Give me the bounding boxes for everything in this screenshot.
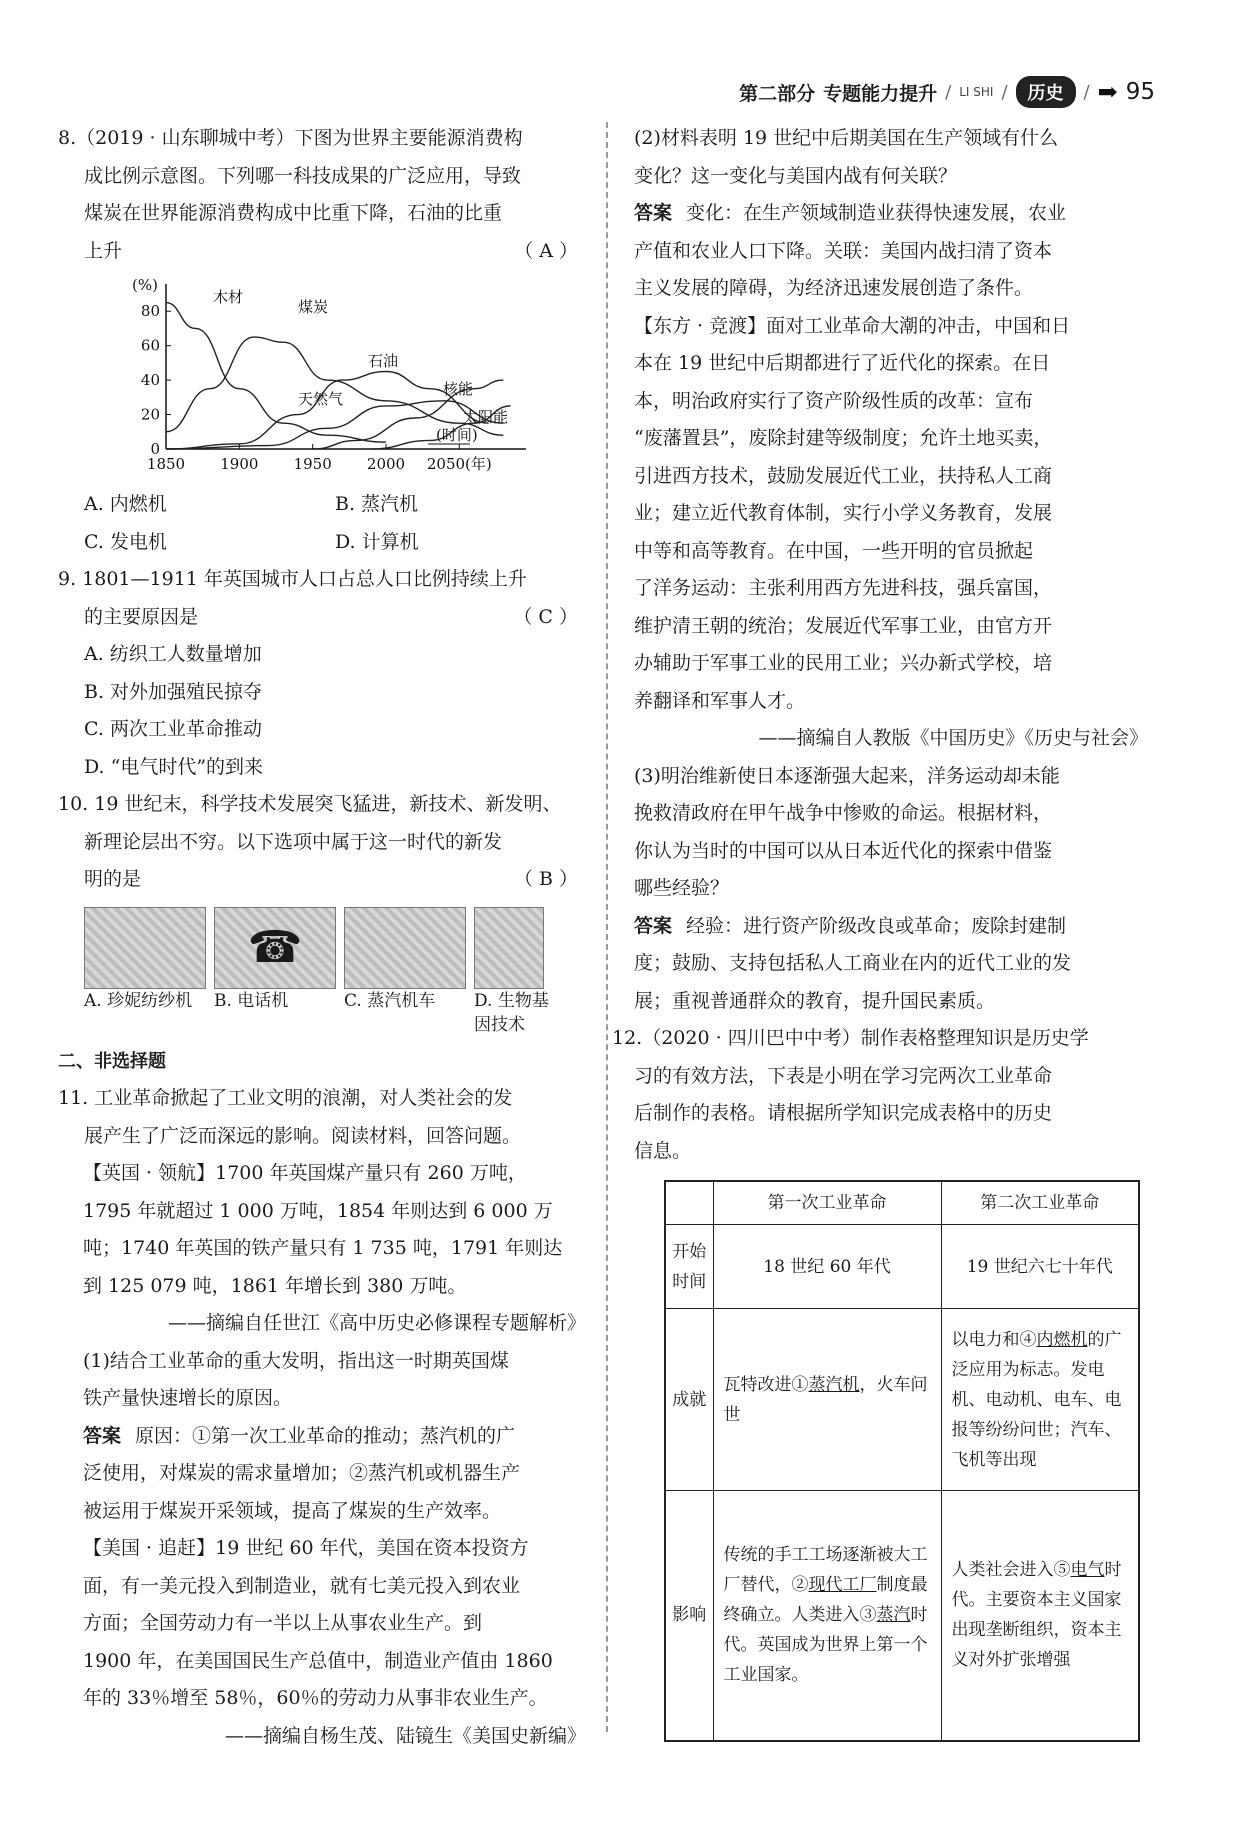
cell-text: 制度最终确立。人类进入③ (723, 1575, 928, 1626)
header-part: 第二部分 (739, 82, 816, 105)
series-line-木材 (166, 303, 386, 443)
q8-stem-line: 上升 (84, 239, 123, 262)
q11-subq3-line: 挽救清政府在甲午战争中惨败的命运。根据材料， (634, 802, 1053, 824)
q11-answer1-line: 被运用于煤炭开采领域，提高了煤炭的生产效率。 (83, 1499, 502, 1522)
q11-answer1-line: 泛使用，对煤炭的需求量增加；②蒸汽机或机器生产 (83, 1462, 521, 1484)
cell-text: 时代。主要资本主义国家出现垄断组织，资本主义对外扩张增强 (951, 1560, 1122, 1671)
series-label: 煤炭 (298, 298, 329, 316)
q9-stem-line: 的主要原因是 (84, 605, 199, 628)
q11-material3-line: 【东方 · 竞渡】面对工业革命大潮的冲击，中国和日 (634, 314, 1071, 337)
q11-material2-line: 1900 年，在美国国民生产总值中，制造业产值由 1860 (83, 1649, 553, 1672)
question-8 (58, 120, 586, 561)
header-subject-badge: 历史 (1016, 76, 1076, 108)
q11-subq1-line: (1)结合工业革命的重大发明，指出这一时期英国煤 (83, 1349, 509, 1372)
table-cell (941, 1491, 1139, 1741)
q11-subq3-line: 你认为当时的中国可以从日本近代化的探索中借鉴 (634, 839, 1053, 862)
q11-material3-line: “废藩置县”，废除封建等级制度；允许土地买卖， (634, 427, 1053, 449)
q11-material3-line: 本，明治政府实行了资产阶级性质的改革：宣布 (634, 389, 1034, 412)
blank-answer-2: 现代工厂 (808, 1575, 877, 1596)
chart-annotation: (时间) (436, 426, 478, 444)
cell-text: 传统的手工工场逐渐被大工厂替代，② (723, 1545, 928, 1596)
header-slash: / (1083, 81, 1090, 103)
q12-stem-line: 信息。 (634, 1139, 692, 1162)
steam-locomotive-image (344, 907, 466, 989)
q12-stem-line: 12.（2020 · 四川巴中中考）制作表格整理知识是历史学 (612, 1027, 1089, 1049)
q11-material3-line: 了洋务运动：主张利用西方先进科技，强兵富国， (634, 577, 1053, 599)
y-tick-label: 80 (140, 302, 160, 321)
q10-stem-line: 新理论层出不穷。以下选项中属于这一时代的新发 (84, 830, 503, 853)
q8-option-d: D. 计算机 (335, 530, 419, 553)
q11-material3-line: 养翻译和军事人才。 (634, 689, 806, 712)
right-column (612, 120, 1148, 1742)
series-label: 天然气 (298, 390, 344, 408)
x-tick-label: 1850 (146, 455, 186, 473)
cell-text: 的广泛应用为标志。发电机、电动机、电车、电报等纷纷问世；汽车、飞机等出现 (951, 1329, 1122, 1470)
x-tick-label: 2050(年) (426, 455, 492, 473)
x-tick-label: 1950 (293, 455, 332, 473)
q11-material2-line: 年的 33％增至 58％，60％的劳动力从事非农业生产。 (83, 1687, 548, 1709)
q11-material1-line: 【英国 · 领航】1700 年英国煤产量只有 260 万吨， (83, 1162, 527, 1184)
table-cell (713, 1309, 941, 1491)
arrow-right-icon: ➡ (1097, 78, 1118, 106)
answer-tag: 答案 (634, 914, 673, 937)
table-cell: 19 世纪六七十年代 (941, 1225, 1139, 1309)
q11-material1-line: 1795 年就超过 1 000 万吨，1854 年则达到 6 000 万 (83, 1199, 553, 1222)
question-11 (58, 1080, 586, 1755)
q11-material3-line: 引进西方技术，鼓励发展近代工业，扶持私人工商 (634, 464, 1053, 487)
q8-option-a: A. 内燃机 (84, 493, 167, 515)
blank-answer-5: 电气 (1070, 1560, 1105, 1581)
table-cell (713, 1491, 941, 1741)
q11-subq1-line: 铁产量快速增长的原因。 (83, 1387, 293, 1409)
q9-stem-line: 9. 1801—1911 年英国城市人口占总人口比例持续上升 (58, 568, 527, 590)
section-heading: 二、非选择题 (58, 1050, 166, 1072)
q9-option-c: C. 两次工业革命推动 (84, 718, 262, 740)
q11-answer1-line: 原因：①第一次工业革命的推动；蒸汽机的广 (135, 1424, 516, 1447)
q11-subq2-line: 变化？这一变化与美国内战有何关联？ (634, 164, 958, 187)
y-axis-unit: (%) (132, 276, 158, 294)
cell-text: ，火车问世 (723, 1374, 928, 1425)
x-tick-label: 1900 (220, 455, 259, 473)
q10-stem-line: 10. 19 世纪末，科学技术发展突飞猛进，新技术、新发明、 (58, 793, 562, 815)
q11-material2-line: 方面；全国劳动力有一半以上从事农业生产。到 (83, 1612, 483, 1634)
q10-caption-b: B. 电话机 (214, 990, 289, 1011)
q10-caption-row (84, 989, 586, 1037)
q11-subq3-line: 哪些经验？ (634, 877, 730, 899)
q11-material1-line: 到 125 079 吨，1861 年增长到 380 万吨。 (83, 1274, 467, 1297)
y-tick-label: 0 (150, 440, 160, 458)
page-number: 95 (1125, 79, 1155, 105)
blank-answer-1: 蒸汽机 (808, 1374, 860, 1395)
q10-stem-line: 明的是 (84, 868, 142, 890)
q12-stem-line: 后制作的表格。请根据所学知识完成表格中的历史 (634, 1102, 1053, 1124)
table-header-col1: 第一次工业革命 (713, 1181, 941, 1225)
blank-answer-3: 蒸汽 (876, 1605, 911, 1626)
table-row (665, 1491, 1139, 1741)
y-tick-label: 40 (140, 371, 160, 390)
table-row (665, 1309, 1139, 1491)
telephone-image (214, 907, 336, 989)
chart-labels (213, 288, 508, 444)
q11-answer3-line: 度；鼓励、支持包括私人工商业在内的近代工业的发 (634, 952, 1072, 974)
series-label: 太阳能 (463, 408, 509, 426)
table-row-head: 影响 (665, 1491, 713, 1741)
q9-option-a: A. 纺织工人数量增加 (84, 643, 262, 665)
q8-option-c: C. 发电机 (84, 530, 167, 553)
header-lishi: LI SHI (959, 85, 994, 99)
table-row (665, 1225, 1139, 1309)
q8-stem-line: 8.（2019 · 山东聊城中考）下图为世界主要能源消费构 (58, 127, 523, 149)
q11-material3-source: ——摘编自人教版《中国历史》《历史与社会》 (758, 727, 1148, 749)
header-slash: / (1001, 81, 1008, 103)
table-header-col2: 第二次工业革命 (941, 1181, 1139, 1225)
q11-answer2-line: 变化：在生产领域制造业获得快速发展，农业 (686, 202, 1067, 224)
energy-consumption-chart (118, 274, 538, 484)
spinning-jenny-image (84, 907, 206, 989)
q11-answer3-line: 展；重视普通群众的教育，提升国民素质。 (634, 989, 996, 1012)
cell-text: 以电力和④ (951, 1329, 1037, 1350)
y-tick-label: 20 (140, 405, 160, 424)
q9-answer: （ C ） (513, 605, 578, 628)
q11-material1-source: ——摘编自任世江《高中历史必修课程专题解析》 (167, 1312, 586, 1334)
q8-answer: （ A ） (514, 239, 578, 262)
q11-answer3-line: 经验：进行资产阶级改良或革命；废除封建制 (686, 914, 1067, 937)
header-section: 专题能力提升 (823, 82, 938, 105)
q11-stem-line: 展产生了广泛而深远的影响。阅读材料，回答问题。 (84, 1124, 522, 1147)
table-row-head: 成就 (665, 1309, 713, 1491)
y-tick-label: 60 (140, 336, 160, 355)
q10-caption-a: A. 珍妮纺纱机 (84, 990, 193, 1011)
q10-image-row (84, 907, 586, 989)
answer-tag: 答案 (83, 1424, 122, 1447)
series-label: 核能 (443, 380, 474, 398)
q8-option-b: B. 蒸汽机 (335, 493, 419, 515)
header-slash: / (945, 81, 952, 103)
table-header-row (665, 1181, 1139, 1225)
industrial-revolution-table (664, 1180, 1140, 1742)
q11-material3-line: 业；建立近代教育体制，实行小学义务教育，发展 (634, 502, 1053, 524)
q11-material2-line: 【美国 · 追赶】19 世纪 60 年代，美国在资本投资方 (83, 1537, 529, 1559)
page-header (739, 72, 1155, 112)
q11-answer2-line: 产值和农业人口下降。关联：美国内战扫清了资本 (634, 239, 1053, 262)
q11-answer2-line: 主义发展的障碍，为经济迅速发展创造了条件。 (634, 277, 1034, 299)
question-9 (58, 561, 586, 786)
q11-material3-line: 本在 19 世纪中后期都进行了近代化的探索。在日 (634, 352, 1051, 374)
table-row-head: 开始时间 (665, 1225, 713, 1309)
q8-stem-line: 成比例示意图。下列哪一科技成果的广泛应用，导致 (84, 164, 522, 187)
q11-material3-line: 中等和高等教育。在中国，一些开明的官员掀起 (634, 539, 1034, 562)
table-corner (665, 1181, 713, 1225)
q12-stem-line: 习的有效方法，下表是小明在学习完两次工业革命 (634, 1064, 1053, 1087)
column-divider (606, 122, 608, 1732)
q11-material2-line: 面，有一美元投入到制造业，就有七美元投入到农业 (83, 1574, 521, 1597)
cell-text: 人类社会进入⑤ (951, 1560, 1071, 1581)
cell-text: 时代。英国成为世界上第一个工业国家。 (723, 1605, 928, 1686)
dna-image (474, 907, 544, 989)
q10-answer: （ B ） (513, 868, 578, 890)
q9-option-d: D. “电气时代”的到来 (84, 755, 264, 778)
table-cell (941, 1309, 1139, 1491)
x-tick-label: 2000 (366, 455, 406, 473)
q10-caption-d: D. 生物基因技术 (474, 990, 549, 1035)
question-10 (58, 786, 586, 1037)
series-label: 石油 (368, 352, 399, 370)
question-12 (612, 1020, 1148, 1742)
q11-material2-source: ——摘编自杨生茂、陆镜生《美国史新编》 (224, 1724, 586, 1747)
answer-tag: 答案 (634, 202, 673, 224)
cell-text: 瓦特改进① (723, 1374, 809, 1395)
q11-material1-line: 吨；1740 年英国的铁产量只有 1 735 吨，1791 年则达 (83, 1237, 563, 1259)
telephone-icon: ☎ (247, 921, 303, 973)
q10-caption-c: C. 蒸汽机车 (344, 990, 436, 1011)
table-cell: 18 世纪 60 年代 (713, 1225, 941, 1309)
q11-subq3-line: (3)明治维新使日本逐渐强大起来，洋务运动却未能 (634, 764, 1060, 787)
q11-subq2-line: (2)材料表明 19 世纪中后期美国在生产领域有什么 (634, 127, 1059, 149)
q9-option-b: B. 对外加强殖民掠夺 (84, 680, 263, 703)
series-label: 木材 (213, 288, 244, 306)
q11-material3-line: 维护清王朝的统治；发展近代军事工业，由官方开 (634, 614, 1053, 637)
q11-material3-line: 办辅助于军事工业的民用工业；兴办新式学校，培 (634, 652, 1053, 674)
left-column (58, 120, 586, 1755)
q8-stem-line: 煤炭在世界能源消费构成中比重下降，石油的比重 (84, 202, 503, 224)
q11-stem-line: 11. 工业革命掀起了工业文明的浪潮，对人类社会的发 (58, 1087, 513, 1109)
blank-answer-4: 内燃机 (1036, 1329, 1088, 1350)
